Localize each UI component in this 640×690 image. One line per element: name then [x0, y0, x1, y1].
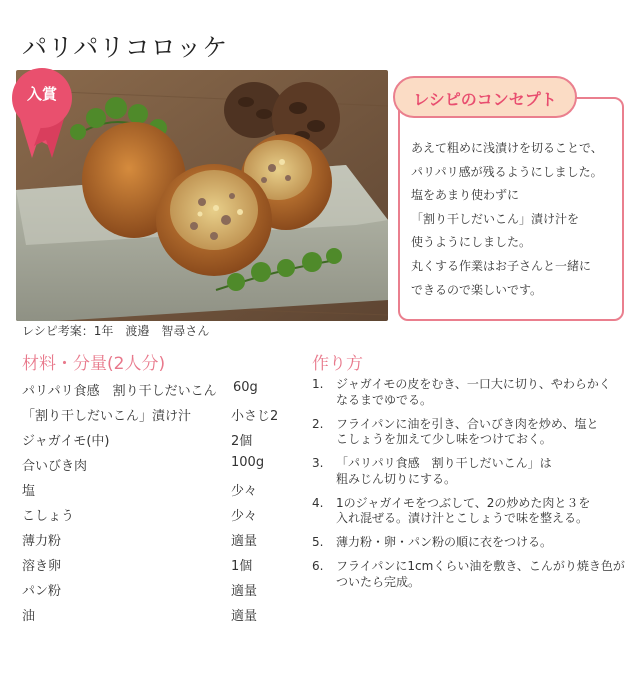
ingredient-name: こしょう [22, 509, 75, 524]
ingredients-heading: 材料・分量(2人分) [22, 354, 166, 374]
concept-line: あえて粗めに浅漬けを切ることで、 [411, 141, 603, 155]
step-text: 粗みじん切りにする。 [336, 471, 457, 486]
award-label: 入賞 [26, 85, 57, 103]
ingredient-qty: 少々 [231, 509, 258, 524]
step-text: フライパンに1cmくらい油を敷き、こんがり焼き色が [336, 559, 625, 573]
ingredient-qty: 1個 [231, 559, 253, 574]
concept-line: 塩をあまり使わずに [411, 188, 520, 203]
step-item [312, 456, 630, 487]
steps-list [312, 377, 630, 599]
concept-title: レシピのコンセプト [413, 90, 557, 109]
ingredients-list [22, 376, 292, 626]
recipe-author-caption: レシピ考案：1年 渡邉 智尋さん [22, 324, 210, 338]
ingredient-qty: 適量 [231, 584, 258, 599]
step-text: フライパンに油を引き、合いびき肉を炒め、塩と [336, 416, 599, 431]
step-text: ジャガイモの皮をむき、一口大に切り、やわらかく [336, 377, 611, 391]
ingredient-qty: 60g [233, 380, 258, 395]
step-number: 3. [312, 456, 324, 470]
step-text: なるまでゆでる。 [336, 392, 433, 407]
ingredient-name: 合いびき肉 [22, 459, 88, 474]
ingredient-row [22, 576, 292, 601]
step-number: 2. [312, 416, 324, 431]
ingredient-row [22, 476, 292, 501]
ingredient-name: ジャガイモ(中) [22, 434, 110, 449]
ingredient-row [22, 401, 292, 426]
step-number: 5. [312, 535, 324, 549]
ingredient-qty: 2個 [231, 434, 253, 449]
concept-line: 「割り干しだいこん」漬け汁を [411, 211, 580, 226]
step-item [312, 377, 630, 408]
step-item [312, 535, 630, 551]
ingredient-name: 油 [22, 609, 36, 624]
ingredient-row [22, 376, 292, 401]
ingredient-row [22, 501, 292, 526]
step-text: 1のジャガイモをつぶして、2の炒めた肉と３を [336, 495, 591, 510]
ingredient-row [22, 601, 292, 626]
step-text: 薄力粉・卵・パン粉の順に衣をつける。 [336, 535, 553, 549]
ingredient-qty: 100g [231, 455, 265, 470]
step-item [312, 417, 630, 448]
concept-text [411, 137, 621, 302]
step-text: こしょうを加えて少し味をつけておく。 [336, 432, 552, 446]
step-number: 6. [312, 559, 324, 573]
ingredient-row [22, 551, 292, 576]
ingredient-qty: 適量 [231, 534, 258, 549]
step-item [312, 559, 630, 590]
ingredient-name: 塩 [22, 484, 36, 499]
step-number: 1. [312, 377, 324, 391]
step-item [312, 496, 630, 527]
ingredient-name: パン粉 [22, 584, 62, 599]
step-text: ついたら完成。 [336, 574, 421, 589]
concept-line: できるので楽しいです。 [411, 282, 543, 297]
ingredient-name: 「割り干しだいこん」漬け汁 [22, 409, 192, 424]
concept-line: パリパリ感が残るようにしました。 [411, 164, 603, 179]
step-number: 4. [312, 495, 324, 510]
page-title: パリパリコロッケ [22, 33, 229, 62]
ingredient-row [22, 426, 292, 451]
step-text: 「パリパリ食感 割り干しだいこん」は [336, 456, 552, 470]
concept-line: 使うようにしました。 [411, 235, 532, 250]
ingredient-qty: 小さじ2 [231, 409, 279, 424]
ingredient-qty: 少々 [231, 484, 258, 499]
ingredient-name: パリパリ食感 割り干しだいこん [22, 384, 217, 399]
ingredient-row [22, 526, 292, 551]
ingredient-name: 溶き卵 [22, 559, 62, 574]
steps-heading: 作り方 [312, 354, 363, 374]
ingredient-row [22, 451, 292, 476]
ingredient-qty: 適量 [231, 609, 258, 624]
step-text: 入れ混ぜる。漬け汁とこしょうで味を整える。 [336, 511, 589, 525]
concept-line: 丸くする作業はお子さんと一緒に [411, 258, 592, 273]
ingredient-name: 薄力粉 [22, 534, 62, 549]
award-badge-icon [10, 66, 74, 158]
